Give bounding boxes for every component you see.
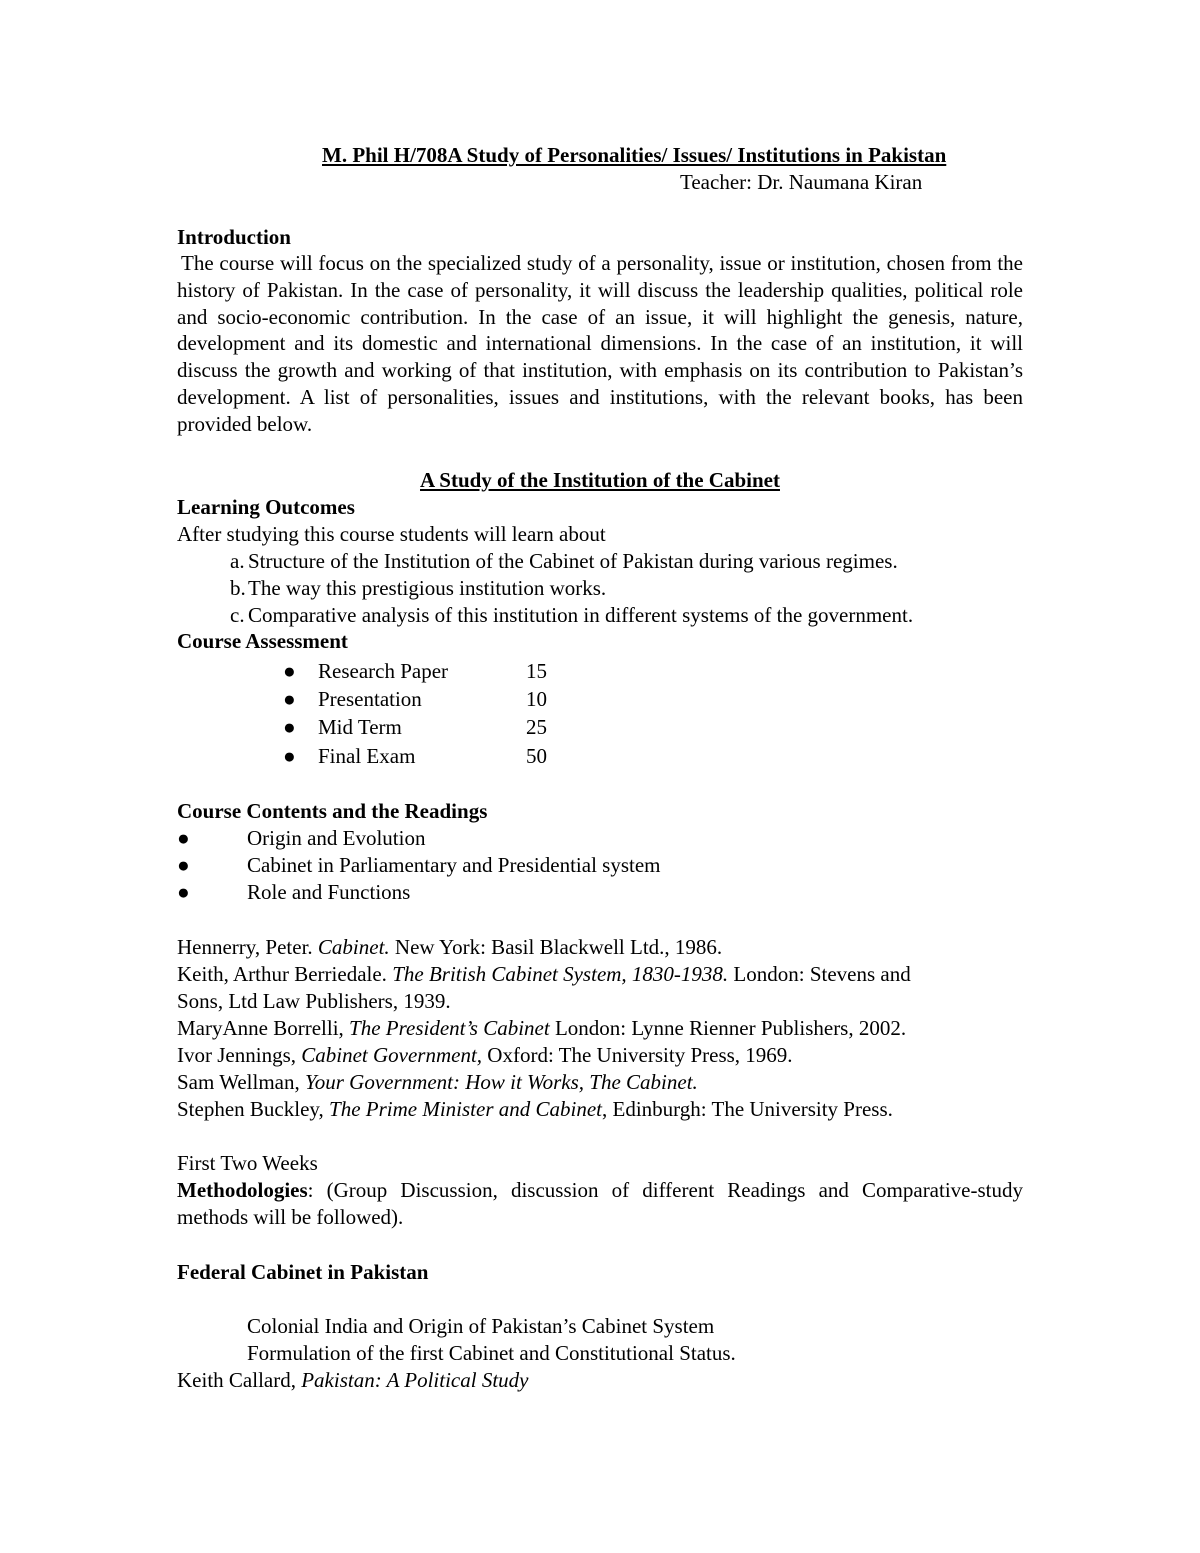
content-text: Origin and Evolution xyxy=(247,826,426,850)
reference-title: The President’s Cabinet xyxy=(349,1016,550,1040)
content-text: Role and Functions xyxy=(247,880,411,904)
reference-title: Pakistan: A Political Study xyxy=(301,1368,529,1392)
reference-line xyxy=(177,1069,698,1096)
reference-publisher: , Edinburgh: The University Press. xyxy=(602,1097,893,1121)
learning-outcomes-intro: After studying this course students will learn about xyxy=(177,522,606,546)
course-contents-heading: Course Contents and the Readings xyxy=(177,799,488,823)
list-letter: b. xyxy=(230,576,246,600)
section-title: A Study of the Institution of the Cabinet xyxy=(420,468,780,492)
assessment-row xyxy=(283,686,547,713)
federal-cabinet-heading: Federal Cabinet in Pakistan xyxy=(177,1260,429,1284)
content-item xyxy=(177,879,410,906)
reference-author: Ivor Jennings, xyxy=(177,1043,302,1067)
list-letter: c. xyxy=(230,603,245,627)
course-title: M. Phil H/708A Study of Personalities/ Issues/ Institutions in Pakistan xyxy=(322,143,947,167)
course-assessment-heading: Course Assessment xyxy=(177,629,348,653)
bullet-icon: ● xyxy=(283,744,296,768)
teacher-name: Teacher: Dr. Naumana Kiran xyxy=(680,170,923,194)
methodologies-text: : (Group Discussion, discussion of different Readings and Comparative-study methods will be followed). xyxy=(177,1178,1023,1229)
assessment-row xyxy=(283,658,547,685)
assessment-value: 15 xyxy=(526,659,547,683)
federal-cabinet-topic: Colonial India and Origin of Pakistan’s Cabinet System xyxy=(247,1314,715,1338)
assessment-value: 50 xyxy=(526,744,547,768)
reference-publisher: New York: Basil Blackwell Ltd., 1986. xyxy=(389,935,723,959)
list-letter: a. xyxy=(230,549,245,573)
learning-outcome-text: Structure of the Institution of the Cabinet of Pakistan during various regimes. xyxy=(248,549,898,573)
reference-line xyxy=(177,934,722,961)
reference-title: Cabinet Government, xyxy=(301,1043,483,1067)
learning-outcomes-heading: Learning Outcomes xyxy=(177,495,355,519)
introduction-text: The course will focus on the specialized study of a personality, issue or institution, chosen from the history of Pakistan. In the case of personality, it will discuss the leadership qualities, political role and socio-economic contribution. In the case of an issue, it will highlight the genesis, nature, development and its domestic and international dimensions. In the case of an institution, it will discuss the growth and working of that institution, with emphasis on its contribution to Pakistan’s development. A list of personalities, issues and institutions, with the relevant books, has been provided below. xyxy=(177,251,1023,436)
reference-title: Your Government: How it Works, The Cabinet. xyxy=(305,1070,698,1094)
reference-author: Keith Callard, xyxy=(177,1368,302,1392)
reference-publisher: London: Stevens and xyxy=(728,962,911,986)
assessment-label: Mid Term xyxy=(318,715,402,739)
assessment-row xyxy=(283,714,547,741)
bullet-icon: ● xyxy=(177,853,190,877)
learning-outcome-text: Comparative analysis of this institution in different systems of the government. xyxy=(248,603,914,627)
bullet-icon: ● xyxy=(177,826,190,850)
assessment-label: Final Exam xyxy=(318,744,416,768)
reference-author: Sons, Ltd Law Publishers, 1939. xyxy=(177,989,451,1013)
reference-title: Cabinet. xyxy=(317,935,390,959)
reference-line xyxy=(177,1367,529,1394)
federal-cabinet-topic: Formulation of the first Cabinet and Constitutional Status. xyxy=(247,1341,736,1365)
learning-outcome-item xyxy=(230,575,606,602)
content-text: Cabinet in Parliamentary and Presidential system xyxy=(247,853,661,877)
reference-author: Stephen Buckley, xyxy=(177,1097,330,1121)
reference-line xyxy=(177,988,451,1015)
introduction-heading: Introduction xyxy=(177,225,291,249)
reference-publisher: London: Lynne Rienner Publishers, 2002. xyxy=(549,1016,907,1040)
reference-line xyxy=(177,1042,793,1069)
assessment-label: Presentation xyxy=(318,687,422,711)
reference-line xyxy=(177,961,911,988)
bullet-icon: ● xyxy=(177,880,190,904)
reference-line xyxy=(177,1015,906,1042)
assessment-label: Research Paper xyxy=(318,659,449,683)
reference-title: The British Cabinet System, 1830-1938. xyxy=(392,962,729,986)
assessment-row xyxy=(283,743,547,770)
learning-outcome-item xyxy=(230,548,898,575)
content-item xyxy=(177,852,661,879)
reference-author: Keith, Arthur Berriedale. xyxy=(177,962,393,986)
assessment-value: 10 xyxy=(526,687,547,711)
bullet-icon: ● xyxy=(283,715,296,739)
reference-publisher: Oxford: The University Press, 1969. xyxy=(482,1043,793,1067)
content-item xyxy=(177,825,425,852)
assessment-value: 25 xyxy=(526,715,547,739)
learning-outcome-text: The way this prestigious institution works. xyxy=(248,576,607,600)
bullet-icon: ● xyxy=(283,659,296,683)
reference-author: Sam Wellman, xyxy=(177,1070,305,1094)
bullet-icon: ● xyxy=(283,687,296,711)
reference-line xyxy=(177,1096,893,1123)
methodologies-paragraph xyxy=(177,1177,1023,1231)
reference-title: The Prime Minister and Cabinet xyxy=(329,1097,603,1121)
methodologies-label: Methodologies xyxy=(177,1178,308,1202)
reference-author: MaryAnne Borrelli, xyxy=(177,1016,350,1040)
schedule-weeks: First Two Weeks xyxy=(177,1151,318,1175)
learning-outcome-item xyxy=(230,602,913,629)
reference-author: Hennerry, Peter. xyxy=(177,935,318,959)
